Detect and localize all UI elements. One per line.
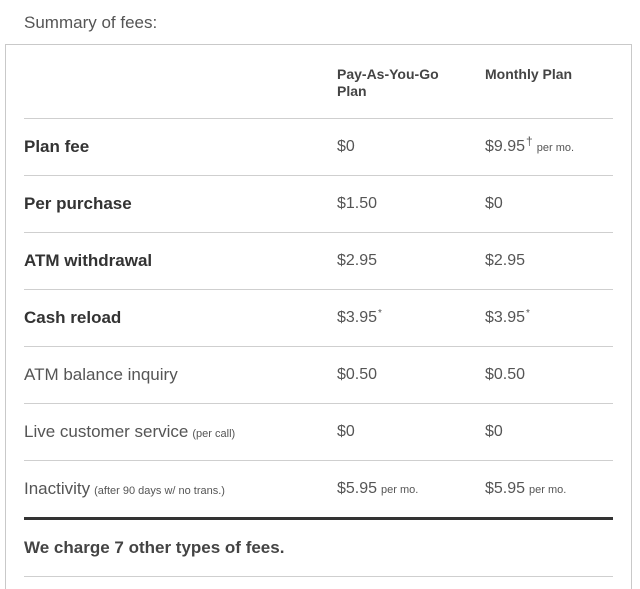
pay-as-you-go-value xyxy=(337,195,377,213)
fee-label xyxy=(24,479,225,499)
monthly-amount: $2.95 xyxy=(485,252,526,269)
header-pay-as-you-go: Pay-As-You-Go Plan xyxy=(337,66,439,99)
fee-label-text: ATM withdrawal xyxy=(24,251,153,270)
header-empty-cell xyxy=(24,45,336,118)
pay-as-you-go-value-cell xyxy=(337,119,482,175)
monthly-value-cell xyxy=(485,347,613,403)
fee-label-text: Cash reload xyxy=(24,308,122,327)
fee-table xyxy=(24,45,613,577)
monthly-amount: $0 xyxy=(485,423,503,440)
pay-as-you-go-value xyxy=(337,480,418,498)
monthly-unit: per mo. xyxy=(529,484,567,496)
monthly-value xyxy=(485,309,530,327)
header-monthly: Monthly Plan xyxy=(485,66,573,82)
fee-label xyxy=(24,137,89,157)
fee-label-cell xyxy=(24,290,336,346)
monthly-footnote-mark: * xyxy=(526,307,530,319)
monthly-value-cell xyxy=(485,233,613,289)
fee-rows xyxy=(24,119,613,520)
fee-label-note: (per call) xyxy=(192,428,236,440)
monthly-amount: $0 xyxy=(485,195,503,212)
monthly-value xyxy=(485,252,525,270)
pay-as-you-go-value-cell xyxy=(337,404,482,460)
caption: Summary of fees: xyxy=(24,13,158,32)
fee-label-text: ATM balance inquiry xyxy=(24,365,178,384)
fee-label xyxy=(24,251,152,271)
pay-as-you-go-value-cell xyxy=(337,347,482,403)
table-row xyxy=(24,119,613,176)
table-row xyxy=(24,404,613,461)
pay-as-you-go-amount: $0 xyxy=(337,423,355,440)
other-fees-note: We charge 7 other types of fees. xyxy=(24,538,285,557)
monthly-value xyxy=(485,366,525,384)
table-row xyxy=(24,461,613,520)
fee-label-cell xyxy=(24,461,336,517)
pay-as-you-go-value-cell xyxy=(337,176,482,232)
fee-label-text: Per purchase xyxy=(24,194,132,213)
fee-table-box xyxy=(5,44,632,589)
monthly-value xyxy=(485,195,503,213)
monthly-value-cell xyxy=(485,176,613,232)
monthly-value-cell xyxy=(485,290,613,346)
pay-as-you-go-value-cell xyxy=(337,233,482,289)
fee-label-cell xyxy=(24,233,336,289)
header-monthly-cell xyxy=(485,45,613,118)
fee-label-text: Inactivity xyxy=(24,479,91,498)
pay-as-you-go-value xyxy=(337,423,355,441)
pay-as-you-go-amount: $0 xyxy=(337,138,355,155)
pay-as-you-go-amount: $2.95 xyxy=(337,252,378,269)
monthly-amount: $3.95 xyxy=(485,309,526,326)
fee-label-text: Plan fee xyxy=(24,137,90,156)
monthly-value-cell xyxy=(485,404,613,460)
pay-as-you-go-value xyxy=(337,366,377,384)
monthly-value-cell xyxy=(485,461,613,517)
pay-as-you-go-value xyxy=(337,309,382,327)
monthly-value xyxy=(485,133,575,156)
monthly-amount: $5.95 xyxy=(485,480,526,497)
fee-label-cell xyxy=(24,347,336,403)
fee-label-cell xyxy=(24,119,336,175)
monthly-footnote-mark: † xyxy=(526,133,533,148)
pay-as-you-go-value xyxy=(337,252,377,270)
monthly-value xyxy=(485,423,503,441)
monthly-value-cell xyxy=(485,119,613,175)
header-pay-as-you-go-cell xyxy=(337,45,482,118)
pay-as-you-go-value-cell xyxy=(337,290,482,346)
monthly-amount: $9.95 xyxy=(485,138,526,155)
monthly-unit: per mo. xyxy=(536,142,575,154)
table-row xyxy=(24,176,613,233)
pay-as-you-go-unit: per mo. xyxy=(381,484,419,496)
pay-as-you-go-amount: $0.50 xyxy=(337,366,378,383)
pay-as-you-go-amount: $5.95 xyxy=(337,480,378,497)
pay-as-you-go-value xyxy=(337,138,355,156)
table-header-row xyxy=(24,45,613,119)
fee-label-cell xyxy=(24,404,336,460)
footer-row xyxy=(24,520,613,577)
pay-as-you-go-footnote-mark: * xyxy=(378,307,382,319)
table-row xyxy=(24,233,613,290)
fee-label xyxy=(24,422,235,442)
pay-as-you-go-amount: $1.50 xyxy=(337,195,378,212)
monthly-amount: $0.50 xyxy=(485,366,526,383)
fee-label-cell xyxy=(24,176,336,232)
fee-label-text: Live customer service xyxy=(24,422,189,441)
fee-label-note: (after 90 days w/ no trans.) xyxy=(94,485,225,497)
table-row xyxy=(24,347,613,404)
fee-label xyxy=(24,365,178,385)
fee-label xyxy=(24,194,132,214)
monthly-value xyxy=(485,480,566,498)
pay-as-you-go-amount: $3.95 xyxy=(337,309,378,326)
table-row xyxy=(24,290,613,347)
fee-label xyxy=(24,308,121,328)
pay-as-you-go-value-cell xyxy=(337,461,482,517)
